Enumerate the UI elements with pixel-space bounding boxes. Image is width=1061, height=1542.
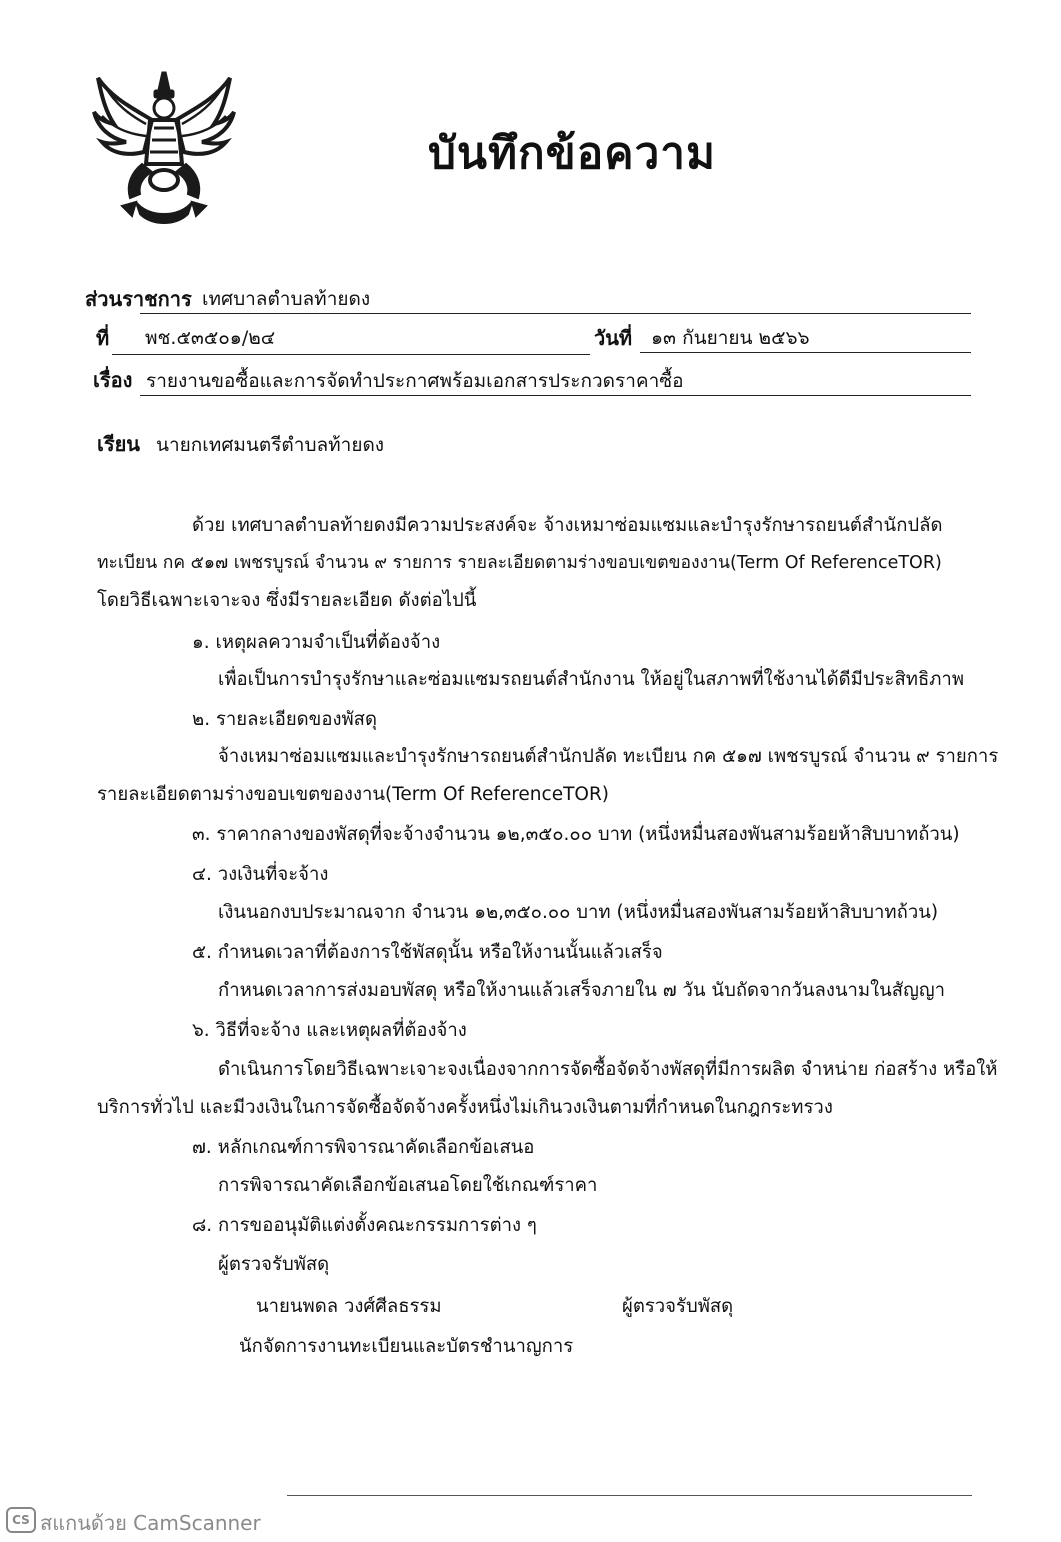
intro-line-2: ทะเบียน กค ๕๑๗ เพชรบูรณ์ จำนวน ๙ รายการ รายละเอียดตามร่างขอบเขตของงาน(Term Of ReferenceTOR) [97, 553, 942, 573]
item6-heading: ๖. วิธีที่จะจ้าง และเหตุผลที่ต้องจ้าง [192, 1020, 467, 1041]
item7-text: การพิจารณาคัดเลือกข้อเสนอโดยใช้เกณฑ์ราคา [218, 1175, 598, 1196]
item3-heading: ๓. ราคากลางของพัสดุที่จะจ้างจำนวน ๑๒,๓๕๐.๐๐ บาท (หนึ่งหมื่นสองพันสามร้อยห้าสิบบาทถ้วน) [192, 824, 960, 845]
to-value: นายกเทศมนตรีตำบลท้ายดง [156, 434, 385, 456]
item8-subheading: ผู้ตรวจรับพัสดุ [218, 1254, 330, 1275]
ref-label: ที่ [96, 326, 110, 350]
item7-heading: ๗. หลักเกณฑ์การพิจารณาคัดเลือกข้อเสนอ [192, 1137, 535, 1158]
intro-line-1: ด้วย เทศบาลตำบลท้ายดงมีความประสงค์จะ จ้างเหมาซ่อมแซมและบำรุงรักษารถยนต์สำนักปลัด [192, 515, 943, 536]
date-rule [640, 352, 971, 353]
item2-text-1: จ้างเหมาซ่อมแซมและบำรุงรักษารถยนต์สำนักปลัด ทะเบียน กค ๕๑๗ เพชรบูรณ์ จำนวน ๙ รายการ [218, 746, 999, 767]
ref-rule [112, 354, 590, 355]
item2-text-2: รายละเอียดตามร่างขอบเขตของงาน(Term Of ReferenceTOR) [97, 784, 610, 805]
agency-label: ส่วนราชการ [85, 287, 192, 311]
to-label: เรียน [97, 432, 140, 456]
item5-heading: ๕. กำหนดเวลาที่ต้องการใช้พัสดุนั้น หรือให้งานนั้นแล้วเสร็จ [192, 942, 663, 963]
scan-edge-line [287, 1495, 972, 1496]
date-value: ๑๓ กันยายน ๒๕๖๖ [651, 327, 810, 349]
subject-label: เรื่อง [93, 368, 133, 392]
item5-text: กำหนดเวลาการส่งมอบพัสดุ หรือให้งานแล้วเสร็จภายใน ๗ วัน นับถัดจากวันลงนามในสัญญา [218, 980, 945, 1001]
inspector-position: นักจัดการงานทะเบียนและบัตรชำนาญการ [239, 1336, 574, 1357]
ref-value: พช.๕๓๕๐๑/๒๔ [145, 327, 276, 349]
subject-rule [140, 395, 971, 396]
date-label: วันที่ [594, 326, 633, 350]
item4-text: เงินนอกงบประมาณจาก จำนวน ๑๒,๓๕๐.๐๐ บาท (หนึ่งหมื่นสองพันสามร้อยห้าสิบบาทถ้วน) [218, 902, 939, 923]
item4-heading: ๔. วงเงินที่จะจ้าง [192, 864, 329, 885]
memo-title: บันทึกข้อความ [428, 128, 717, 179]
garuda-emblem-icon [92, 68, 237, 228]
item8-heading: ๘. การขออนุมัติแต่งตั้งคณะกรรมการต่าง ๆ [192, 1215, 537, 1236]
agency-rule [140, 313, 971, 314]
agency-value: เทศบาลตำบลท้ายดง [202, 288, 371, 310]
item2-heading: ๒. รายละเอียดของพัสดุ [192, 709, 377, 730]
item1-text: เพื่อเป็นการบำรุงรักษาและซ่อมแซมรถยนต์สำนักงาน ให้อยู่ในสภาพที่ใช้งานได้ดีมีประสิทธิภาพ [218, 669, 965, 690]
item1-heading: ๑. เหตุผลความจำเป็นที่ต้องจ้าง [192, 632, 441, 653]
item6-text-1: ดำเนินการโดยวิธีเฉพาะเจาะจงเนื่องจากการจัดซื้อจัดจ้างพัสดุที่มีการผลิต จำหน่าย ก่อสร้าง หรือให้ [218, 1059, 998, 1080]
scanner-watermark: สแกนด้วย CamScanner [40, 1511, 261, 1535]
inspector-role: ผู้ตรวจรับพัสดุ [622, 1296, 734, 1317]
intro-line-3: โดยวิธีเฉพาะเจาะจง ซึ่งมีรายละเอียด ดังต่อไปนี้ [97, 590, 477, 611]
camscanner-logo-icon: CS [6, 1507, 36, 1533]
subject-value: รายงานขอซื้อและการจัดทำประกาศพร้อมเอกสารประกวดราคาซื้อ [146, 370, 684, 392]
inspector-name: นายนพดล วงศ์ศีลธรรม [256, 1296, 442, 1317]
item6-text-2: บริการทั่วไป และมีวงเงินในการจัดซื้อจัดจ้างครั้งหนึ่งไม่เกินวงเงินตามที่กำหนดในกฎกระทรวง [97, 1097, 833, 1118]
